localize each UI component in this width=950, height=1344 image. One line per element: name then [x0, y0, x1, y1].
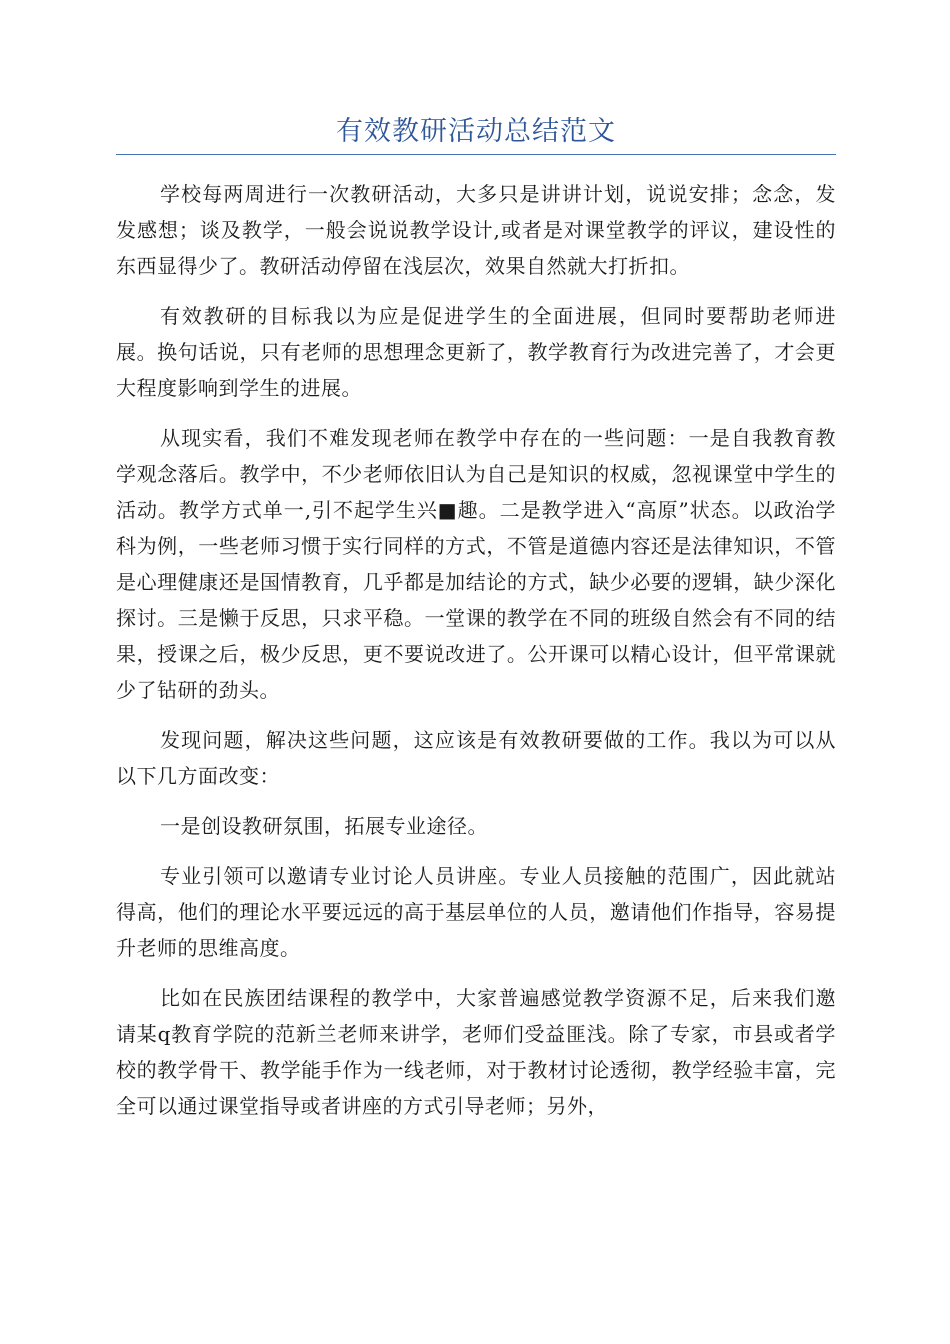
- paragraph-7: 比如在民族团结课程的教学中，大家普遍感觉教学资源不足，后来我们邀请某q教育学院的范新兰老师来讲学，老师们受益匪浅。除了专家，市县或者学校的教学骨干、教学能手作为一线老师，对于教材讨论透彻，教学经验丰富，完全可以通过课堂指导或者讲座的方式引导老师；另外，: [116, 986, 836, 1118]
- paragraph-2: 有效教研的目标我以为应是促进学生的全面进展，但同时要帮助老师进展。换句话说，只有老师的思想理念更新了，教学教育行为改进完善了，才会更大程度影响到学生的进展。: [116, 304, 836, 400]
- title-underline: [116, 154, 836, 155]
- document-body: [116, 176, 836, 1138]
- title-block: [116, 112, 836, 155]
- paragraph-4: 发现问题，解决这些问题，这应该是有效教研要做的工作。我以为可以从以下几方面改变：: [116, 728, 836, 788]
- paragraph-1: 学校每两周进行一次教研活动，大多只是讲讲计划，说说安排；念念，发发感想；谈及教学，一般会说说教学设计,或者是对课堂教学的评议，建设性的东西显得少了。教研活动停留在浅层次，效果自然就大打折扣。: [116, 182, 836, 278]
- paragraph-6: 专业引领可以邀请专业讨论人员讲座。专业人员接触的范围广，因此就站得高，他们的理论水平要远远的高于基层单位的人员，邀请他们作指导，容易提升老师的思维高度。: [116, 864, 836, 960]
- document-title: 有效教研活动总结范文: [336, 116, 616, 147]
- paragraph-5: 一是创设教研氛围，拓展专业途径。: [160, 814, 488, 838]
- paragraph-3: 从现实看，我们不难发现老师在教学中存在的一些问题：一是自我教育教学观念落后。教学中，不少老师依旧认为自己是知识的权威，忽视课堂中学生的活动。教学方式单一,引不起学生兴■趣。二是教学进入“高原”状态。以政治学科为例，一些老师习惯于实行同样的方式，不管是道德内容还是法律知识，不管是心理健康还是国情教育，几乎都是加结论的方式，缺少必要的逻辑，缺少深化探讨。三是懒于反思，只求平稳。一堂课的教学在不同的班级自然会有不同的结果，授课之后，极少反思，更不要说改进了。公开课可以精心设计，但平常课就少了钻研的劲头。: [116, 426, 836, 702]
